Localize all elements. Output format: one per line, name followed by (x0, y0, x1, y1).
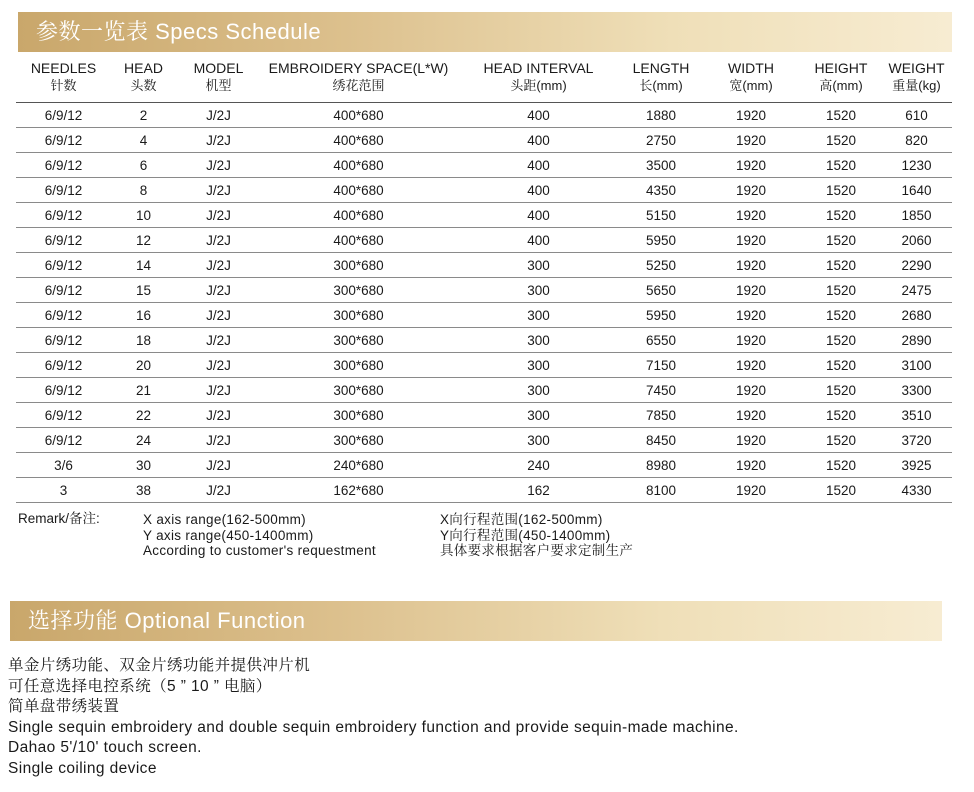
cell-height: 1520 (801, 378, 881, 403)
cell-weight: 4330 (881, 478, 952, 503)
cell-embroidery-space: 300*680 (261, 378, 456, 403)
cell-head: 24 (111, 428, 176, 453)
cell-model: J/2J (176, 353, 261, 378)
cell-head-interval: 400 (456, 203, 621, 228)
cell-model: J/2J (176, 453, 261, 478)
optional-function-title: 选择功能 Optional Function (28, 608, 306, 633)
header-height: HEIGHT 高(mm) (801, 60, 881, 103)
cell-length: 5150 (621, 203, 701, 228)
cell-model: J/2J (176, 103, 261, 128)
header-head-interval: HEAD INTERVAL 头距(mm) (456, 60, 621, 103)
cell-width: 1920 (701, 478, 801, 503)
cell-head: 12 (111, 228, 176, 253)
cell-length: 8100 (621, 478, 701, 503)
cell-head: 14 (111, 253, 176, 278)
table-row (16, 453, 952, 478)
cell-height: 1520 (801, 153, 881, 178)
specs-schedule-banner (18, 12, 952, 52)
cell-embroidery-space: 300*680 (261, 253, 456, 278)
cell-length: 2750 (621, 128, 701, 153)
cell-embroidery-space: 300*680 (261, 303, 456, 328)
header-width: WIDTH 宽(mm) (701, 60, 801, 103)
cell-head-interval: 400 (456, 228, 621, 253)
cell-head: 6 (111, 153, 176, 178)
cell-needles: 6/9/12 (16, 203, 111, 228)
cell-head-interval: 300 (456, 278, 621, 303)
cell-weight: 1230 (881, 153, 952, 178)
cell-length: 5950 (621, 303, 701, 328)
cell-width: 1920 (701, 278, 801, 303)
specs-table (16, 60, 952, 503)
cell-head: 30 (111, 453, 176, 478)
cell-height: 1520 (801, 203, 881, 228)
table-row (16, 128, 952, 153)
cell-model: J/2J (176, 303, 261, 328)
cell-head-interval: 300 (456, 353, 621, 378)
cell-head-interval: 300 (456, 303, 621, 328)
cell-model: J/2J (176, 153, 261, 178)
table-row (16, 103, 952, 128)
cell-model: J/2J (176, 403, 261, 428)
cell-width: 1920 (701, 178, 801, 203)
cell-width: 1920 (701, 328, 801, 353)
cell-width: 1920 (701, 353, 801, 378)
cell-needles: 6/9/12 (16, 153, 111, 178)
cell-length: 8980 (621, 453, 701, 478)
cell-length: 5250 (621, 253, 701, 278)
table-row (16, 353, 952, 378)
header-embroidery-space: EMBROIDERY SPACE(L*W) 绣花范围 (261, 60, 456, 103)
cell-length: 7450 (621, 378, 701, 403)
cell-width: 1920 (701, 203, 801, 228)
cell-height: 1520 (801, 103, 881, 128)
cell-weight: 3300 (881, 378, 952, 403)
cell-needles: 6/9/12 (16, 403, 111, 428)
cell-weight: 2680 (881, 303, 952, 328)
cell-embroidery-space: 240*680 (261, 453, 456, 478)
cell-head: 21 (111, 378, 176, 403)
cell-height: 1520 (801, 278, 881, 303)
cell-weight: 3510 (881, 403, 952, 428)
table-row (16, 178, 952, 203)
remark-zh-line: Y向行程范围(450-1400mm) (440, 527, 611, 543)
header-weight: WEIGHT 重量(kg) (881, 60, 952, 103)
cell-width: 1920 (701, 103, 801, 128)
cell-needles: 6/9/12 (16, 428, 111, 453)
cell-needles: 6/9/12 (16, 353, 111, 378)
cell-embroidery-space: 162*680 (261, 478, 456, 503)
cell-height: 1520 (801, 478, 881, 503)
cell-width: 1920 (701, 378, 801, 403)
cell-width: 1920 (701, 453, 801, 478)
header-model: MODEL 机型 (176, 60, 261, 103)
optional-line: 单金片绣功能、双金片绣功能并提供冲片机 (8, 657, 311, 674)
cell-embroidery-space: 300*680 (261, 328, 456, 353)
table-row (16, 378, 952, 403)
cell-needles: 6/9/12 (16, 253, 111, 278)
remark-zh-line: X向行程范围(162-500mm) (440, 512, 603, 527)
cell-needles: 6/9/12 (16, 103, 111, 128)
cell-embroidery-space: 300*680 (261, 278, 456, 303)
cell-width: 1920 (701, 253, 801, 278)
cell-head: 2 (111, 103, 176, 128)
cell-height: 1520 (801, 253, 881, 278)
cell-embroidery-space: 400*680 (261, 103, 456, 128)
table-row (16, 478, 952, 503)
cell-height: 1520 (801, 453, 881, 478)
cell-weight: 2060 (881, 228, 952, 253)
cell-needles: 3/6 (16, 453, 111, 478)
table-row (16, 428, 952, 453)
cell-embroidery-space: 400*680 (261, 178, 456, 203)
cell-length: 1880 (621, 103, 701, 128)
cell-height: 1520 (801, 353, 881, 378)
header-length: LENGTH 长(mm) (621, 60, 701, 103)
cell-needles: 6/9/12 (16, 128, 111, 153)
cell-embroidery-space: 300*680 (261, 353, 456, 378)
cell-head-interval: 400 (456, 178, 621, 203)
cell-head-interval: 300 (456, 253, 621, 278)
cell-embroidery-space: 300*680 (261, 428, 456, 453)
remark-en-line: Y axis range(450-1400mm) (143, 527, 314, 543)
optional-line: Single sequin embroidery and double sequin embroidery function and provide sequin-made machine. (8, 718, 739, 736)
cell-head: 22 (111, 403, 176, 428)
cell-head: 38 (111, 478, 176, 503)
remark-chinese (440, 512, 633, 559)
table-row (16, 253, 952, 278)
cell-length: 8450 (621, 428, 701, 453)
remark-english (143, 512, 376, 559)
cell-embroidery-space: 400*680 (261, 228, 456, 253)
cell-embroidery-space: 400*680 (261, 128, 456, 153)
cell-model: J/2J (176, 428, 261, 453)
table-header-row (16, 60, 952, 103)
cell-length: 6550 (621, 328, 701, 353)
cell-width: 1920 (701, 403, 801, 428)
cell-head-interval: 300 (456, 328, 621, 353)
cell-needles: 6/9/12 (16, 328, 111, 353)
optional-line: Single coiling device (8, 759, 157, 777)
cell-weight: 2290 (881, 253, 952, 278)
cell-model: J/2J (176, 253, 261, 278)
cell-needles: 6/9/12 (16, 178, 111, 203)
cell-width: 1920 (701, 128, 801, 153)
cell-needles: 6/9/12 (16, 228, 111, 253)
cell-head: 20 (111, 353, 176, 378)
cell-weight: 3720 (881, 428, 952, 453)
optional-function-banner (10, 601, 942, 641)
header-head: HEAD 头数 (111, 60, 176, 103)
cell-embroidery-space: 300*680 (261, 403, 456, 428)
cell-head-interval: 300 (456, 403, 621, 428)
table-row (16, 153, 952, 178)
cell-head-interval: 162 (456, 478, 621, 503)
table-row (16, 303, 952, 328)
cell-model: J/2J (176, 178, 261, 203)
cell-needles: 3 (16, 478, 111, 503)
cell-model: J/2J (176, 378, 261, 403)
cell-height: 1520 (801, 428, 881, 453)
specs-schedule-title: 参数一览表 Specs Schedule (36, 19, 322, 44)
cell-head: 8 (111, 178, 176, 203)
cell-length: 5650 (621, 278, 701, 303)
cell-height: 1520 (801, 178, 881, 203)
cell-head-interval: 400 (456, 153, 621, 178)
remark-en-line: According to customer's requestment (143, 543, 376, 558)
cell-embroidery-space: 400*680 (261, 203, 456, 228)
cell-weight: 3100 (881, 353, 952, 378)
cell-weight: 2890 (881, 328, 952, 353)
header-needles: NEEDLES 针数 (16, 60, 111, 103)
cell-height: 1520 (801, 303, 881, 328)
cell-height: 1520 (801, 128, 881, 153)
cell-weight: 1640 (881, 178, 952, 203)
cell-needles: 6/9/12 (16, 278, 111, 303)
cell-model: J/2J (176, 278, 261, 303)
remark-label: Remark/备注: (18, 511, 100, 526)
cell-height: 1520 (801, 403, 881, 428)
cell-width: 1920 (701, 153, 801, 178)
cell-width: 1920 (701, 428, 801, 453)
cell-embroidery-space: 400*680 (261, 153, 456, 178)
cell-length: 7850 (621, 403, 701, 428)
remark-en-line: X axis range(162-500mm) (143, 512, 306, 527)
cell-width: 1920 (701, 303, 801, 328)
cell-height: 1520 (801, 328, 881, 353)
cell-head: 4 (111, 128, 176, 153)
cell-head: 10 (111, 203, 176, 228)
cell-model: J/2J (176, 328, 261, 353)
table-row (16, 328, 952, 353)
cell-head-interval: 300 (456, 428, 621, 453)
cell-length: 3500 (621, 153, 701, 178)
cell-head: 18 (111, 328, 176, 353)
table-row (16, 228, 952, 253)
cell-needles: 6/9/12 (16, 378, 111, 403)
cell-length: 4350 (621, 178, 701, 203)
cell-length: 7150 (621, 353, 701, 378)
cell-head: 15 (111, 278, 176, 303)
cell-weight: 1850 (881, 203, 952, 228)
optional-line: Dahao 5'/10' touch screen. (8, 739, 202, 756)
cell-head-interval: 400 (456, 128, 621, 153)
cell-height: 1520 (801, 228, 881, 253)
cell-head-interval: 300 (456, 378, 621, 403)
cell-weight: 2475 (881, 278, 952, 303)
cell-weight: 3925 (881, 453, 952, 478)
cell-model: J/2J (176, 128, 261, 153)
table-row (16, 278, 952, 303)
cell-model: J/2J (176, 228, 261, 253)
cell-head: 16 (111, 303, 176, 328)
table-row (16, 203, 952, 228)
cell-head-interval: 240 (456, 453, 621, 478)
cell-needles: 6/9/12 (16, 303, 111, 328)
cell-model: J/2J (176, 203, 261, 228)
cell-weight: 820 (881, 128, 952, 153)
cell-weight: 610 (881, 103, 952, 128)
cell-head-interval: 400 (456, 103, 621, 128)
table-row (16, 403, 952, 428)
cell-width: 1920 (701, 228, 801, 253)
optional-function-list (8, 656, 739, 779)
remark-zh-line: 具体要求根据客户要求定制生产 (440, 543, 634, 558)
optional-line: 可任意选择电控系统（5 ” 10 ” 电脑） (8, 677, 272, 695)
cell-model: J/2J (176, 478, 261, 503)
optional-line: 简单盘带绣装置 (8, 698, 120, 715)
cell-length: 5950 (621, 228, 701, 253)
